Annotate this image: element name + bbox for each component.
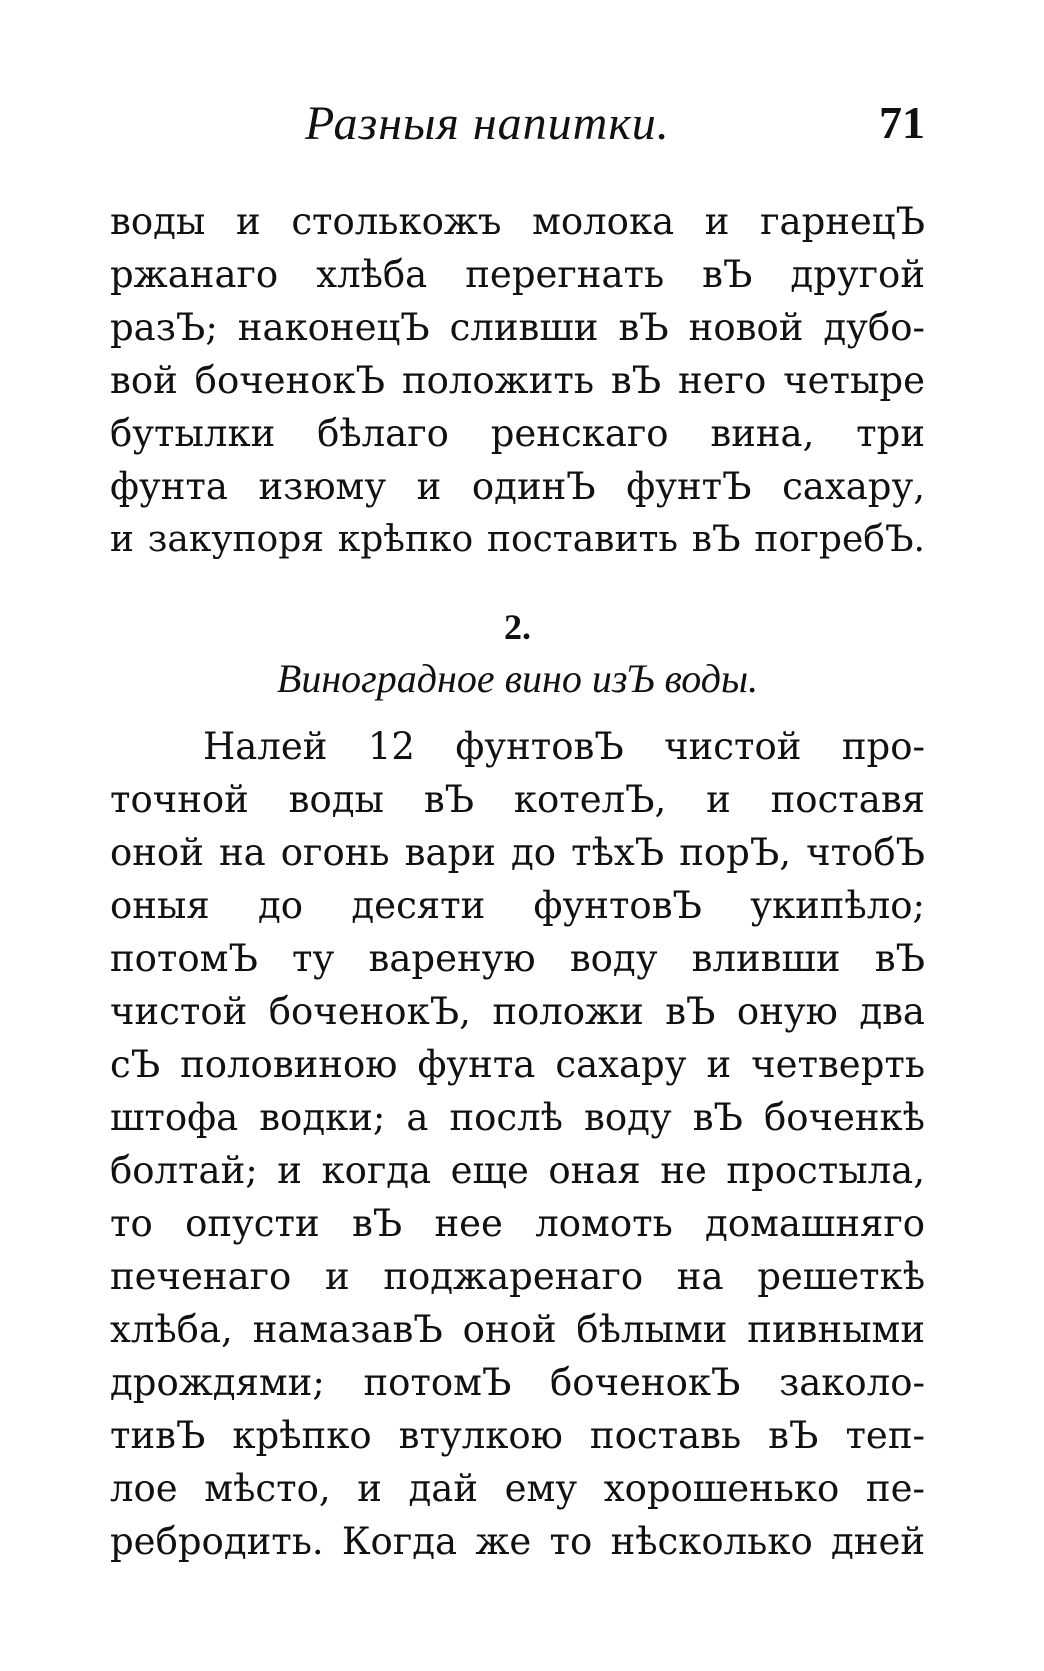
text-line: оной на огонь вари до тѣхЪ порЪ, чтобЪ <box>110 831 925 874</box>
text-line: Налей 12 фунтовЪ чистой про- <box>203 725 925 768</box>
text-line: тивЪ крѣпко втулкою поставь вЪ теп- <box>110 1414 925 1457</box>
running-title: Разныя напитки. <box>305 97 670 150</box>
text-line: болтай; и когда еще оная не простыла, <box>110 1149 925 1192</box>
text-line: ржанаго хлѣба перегнать вЪ другой <box>110 253 925 296</box>
section-title: Виноградное вино изЪ воды. <box>276 656 759 701</box>
page-number: 71 <box>879 97 925 148</box>
text-line: потомЪ ту вареную воду вливши вЪ <box>110 937 925 980</box>
text-line: разЪ; наконецЪ сливши вЪ новой дубо- <box>110 306 925 349</box>
paragraph-2 <box>110 720 925 1568</box>
text-line: ребродить. Когда же то нѣсколько дней <box>110 1520 925 1563</box>
text-line: хлѣба, намазавЪ оной бѣлыми пивными <box>110 1308 925 1351</box>
paragraph-1 <box>110 195 925 566</box>
text-line: вой боченокЪ положить вЪ него четыре <box>110 359 925 402</box>
text-line: бутылки бѣлаго ренскаго вина, три <box>110 412 925 455</box>
text-line: сЪ половиною фунта сахару и четверть <box>110 1043 925 1086</box>
text-line: точной воды вЪ котелЪ, и поставя <box>110 778 925 821</box>
running-head <box>110 96 925 166</box>
text-line: воды и столькожъ молока и гарнецЪ <box>110 200 925 243</box>
text-line: чистой боченокЪ, положи вЪ оную два <box>110 990 925 1033</box>
text-line: то опусти вЪ нее ломоть домашняго <box>110 1202 925 1245</box>
section-number: 2. <box>504 607 531 647</box>
text-line: фунта изюму и одинЪ фунтЪ сахару, <box>110 465 925 508</box>
text-line: оныя до десяти фунтовЪ укипѣло; <box>110 884 925 927</box>
text-line: лое мѣсто, и дай ему хорошенько пе- <box>110 1467 925 1510</box>
text-line: печенаго и поджаренаго на решеткѣ <box>110 1255 925 1298</box>
text-line: дрождями; потомЪ боченокЪ заколо- <box>110 1361 925 1404</box>
text-line: и закупоря крѣпко поставить вЪ погребЪ. <box>110 519 925 560</box>
text-line: штофа водки; а послѣ воду вЪ боченкѣ <box>110 1096 925 1139</box>
